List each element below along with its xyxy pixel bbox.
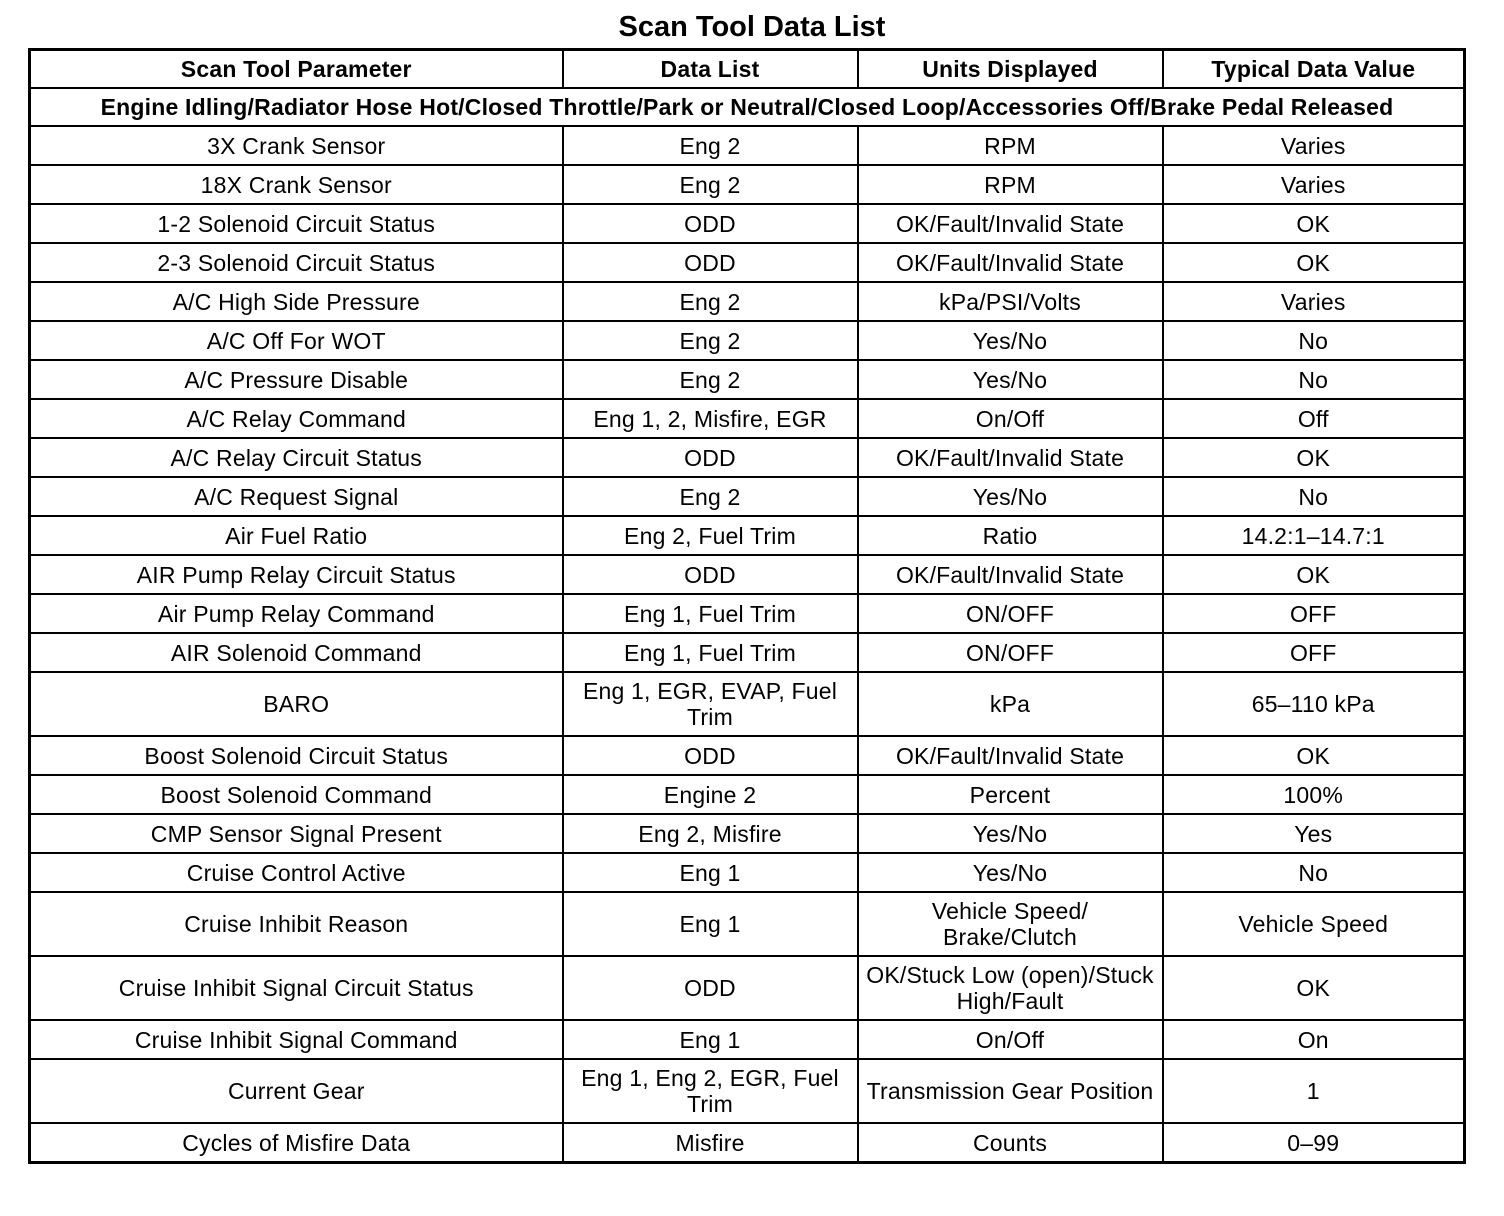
table-row: [30, 165, 1465, 204]
table-row: [30, 892, 1465, 956]
cell-parameter: Cruise Inhibit Reason: [30, 892, 563, 956]
cell-units: Yes/No: [858, 360, 1163, 399]
table-row: [30, 775, 1465, 814]
cell-units: OK/Stuck Low (open)/Stuck High/Fault: [858, 956, 1163, 1020]
cell-parameter: A/C Off For WOT: [30, 321, 563, 360]
table-row: [30, 477, 1465, 516]
cell-typical-value: Vehicle Speed: [1163, 892, 1465, 956]
cell-parameter: Cycles of Misfire Data: [30, 1123, 563, 1163]
table-row: [30, 853, 1465, 892]
cell-data-list: Eng 1: [563, 1020, 858, 1059]
cell-data-list: ODD: [563, 555, 858, 594]
cell-parameter: Current Gear: [30, 1059, 563, 1123]
cell-units: Yes/No: [858, 321, 1163, 360]
scan-tool-data-table: [28, 48, 1466, 1164]
cell-parameter: 3X Crank Sensor: [30, 126, 563, 165]
cell-typical-value: No: [1163, 360, 1465, 399]
header-parameter: Scan Tool Parameter: [30, 50, 563, 89]
cell-data-list: Eng 1, EGR, EVAP, Fuel Trim: [563, 672, 858, 736]
cell-typical-value: OFF: [1163, 594, 1465, 633]
table-row: [30, 243, 1465, 282]
table-row: [30, 126, 1465, 165]
cell-parameter: 1-2 Solenoid Circuit Status: [30, 204, 563, 243]
cell-parameter: Air Fuel Ratio: [30, 516, 563, 555]
cell-data-list: Eng 2, Misfire: [563, 814, 858, 853]
cell-data-list: Eng 2: [563, 126, 858, 165]
cell-typical-value: Varies: [1163, 282, 1465, 321]
cell-data-list: Eng 1: [563, 892, 858, 956]
cell-data-list: Eng 2: [563, 360, 858, 399]
table-row: [30, 555, 1465, 594]
cell-parameter: BARO: [30, 672, 563, 736]
cell-typical-value: OK: [1163, 736, 1465, 775]
cell-units: On/Off: [858, 399, 1163, 438]
cell-parameter: A/C Request Signal: [30, 477, 563, 516]
cell-typical-value: Varies: [1163, 165, 1465, 204]
cell-units: Vehicle Speed/ Brake/Clutch: [858, 892, 1163, 956]
cell-typical-value: 100%: [1163, 775, 1465, 814]
cell-units: RPM: [858, 126, 1163, 165]
cell-typical-value: 0–99: [1163, 1123, 1465, 1163]
cell-typical-value: Off: [1163, 399, 1465, 438]
cell-parameter: CMP Sensor Signal Present: [30, 814, 563, 853]
cell-parameter: A/C Relay Circuit Status: [30, 438, 563, 477]
cell-typical-value: On: [1163, 1020, 1465, 1059]
cell-units: Percent: [858, 775, 1163, 814]
cell-parameter: Boost Solenoid Circuit Status: [30, 736, 563, 775]
page-title: Scan Tool Data List: [618, 11, 886, 43]
cell-parameter: 2-3 Solenoid Circuit Status: [30, 243, 563, 282]
cell-typical-value: No: [1163, 477, 1465, 516]
condition-row: [30, 88, 1465, 126]
cell-typical-value: 65–110 kPa: [1163, 672, 1465, 736]
table-row: [30, 321, 1465, 360]
cell-typical-value: No: [1163, 321, 1465, 360]
cell-parameter: Cruise Inhibit Signal Command: [30, 1020, 563, 1059]
cell-units: kPa: [858, 672, 1163, 736]
cell-data-list: Eng 1, Eng 2, EGR, Fuel Trim: [563, 1059, 858, 1123]
header-typical-value: Typical Data Value: [1163, 50, 1465, 89]
table-row: [30, 282, 1465, 321]
cell-units: Ratio: [858, 516, 1163, 555]
table-row: [30, 516, 1465, 555]
cell-data-list: Eng 1: [563, 853, 858, 892]
cell-units: OK/Fault/Invalid State: [858, 243, 1163, 282]
cell-parameter: A/C Pressure Disable: [30, 360, 563, 399]
table-row: [30, 956, 1465, 1020]
table-row: [30, 1020, 1465, 1059]
header-row: [30, 50, 1465, 89]
cell-typical-value: No: [1163, 853, 1465, 892]
cell-data-list: ODD: [563, 438, 858, 477]
table-row: [30, 438, 1465, 477]
cell-data-list: ODD: [563, 956, 858, 1020]
cell-data-list: Engine 2: [563, 775, 858, 814]
cell-units: ON/OFF: [858, 594, 1163, 633]
header-data-list: Data List: [563, 50, 858, 89]
test-condition: Engine Idling/Radiator Hose Hot/Closed Throttle/Park or Neutral/Closed Loop/Accessories Off/Brake Pedal Released: [30, 88, 1465, 126]
cell-typical-value: OK: [1163, 555, 1465, 594]
cell-data-list: Eng 2: [563, 165, 858, 204]
cell-data-list: Eng 2: [563, 282, 858, 321]
cell-units: Transmission Gear Position: [858, 1059, 1163, 1123]
cell-units: OK/Fault/Invalid State: [858, 438, 1163, 477]
cell-typical-value: OK: [1163, 243, 1465, 282]
cell-typical-value: OK: [1163, 438, 1465, 477]
table-row: [30, 736, 1465, 775]
cell-typical-value: OK: [1163, 956, 1465, 1020]
table-row: [30, 594, 1465, 633]
cell-data-list: ODD: [563, 243, 858, 282]
cell-typical-value: 14.2:1–14.7:1: [1163, 516, 1465, 555]
cell-units: OK/Fault/Invalid State: [858, 204, 1163, 243]
cell-units: ON/OFF: [858, 633, 1163, 672]
header-units: Units Displayed: [858, 50, 1163, 89]
table-row: [30, 1123, 1465, 1163]
cell-typical-value: Yes: [1163, 814, 1465, 853]
table-row: [30, 814, 1465, 853]
cell-units: Counts: [858, 1123, 1163, 1163]
table-row: [30, 399, 1465, 438]
cell-typical-value: 1: [1163, 1059, 1465, 1123]
table-row: [30, 1059, 1465, 1123]
cell-units: On/Off: [858, 1020, 1163, 1059]
table-row: [30, 204, 1465, 243]
cell-data-list: Misfire: [563, 1123, 858, 1163]
cell-typical-value: OK: [1163, 204, 1465, 243]
cell-data-list: ODD: [563, 736, 858, 775]
cell-parameter: AIR Pump Relay Circuit Status: [30, 555, 563, 594]
cell-units: kPa/PSI/Volts: [858, 282, 1163, 321]
cell-parameter: A/C High Side Pressure: [30, 282, 563, 321]
cell-units: Yes/No: [858, 814, 1163, 853]
cell-units: OK/Fault/Invalid State: [858, 555, 1163, 594]
cell-data-list: Eng 1, Fuel Trim: [563, 594, 858, 633]
cell-typical-value: OFF: [1163, 633, 1465, 672]
cell-data-list: Eng 1, Fuel Trim: [563, 633, 858, 672]
cell-data-list: Eng 2: [563, 321, 858, 360]
cell-parameter: A/C Relay Command: [30, 399, 563, 438]
table-row: [30, 633, 1465, 672]
cell-units: Yes/No: [858, 853, 1163, 892]
cell-parameter: Boost Solenoid Command: [30, 775, 563, 814]
cell-parameter: 18X Crank Sensor: [30, 165, 563, 204]
cell-units: RPM: [858, 165, 1163, 204]
cell-units: Yes/No: [858, 477, 1163, 516]
cell-units: OK/Fault/Invalid State: [858, 736, 1163, 775]
table-row: [30, 360, 1465, 399]
cell-parameter: AIR Solenoid Command: [30, 633, 563, 672]
cell-data-list: Eng 2: [563, 477, 858, 516]
cell-parameter: Cruise Control Active: [30, 853, 563, 892]
cell-parameter: Air Pump Relay Command: [30, 594, 563, 633]
cell-data-list: Eng 1, 2, Misfire, EGR: [563, 399, 858, 438]
cell-typical-value: Varies: [1163, 126, 1465, 165]
cell-data-list: Eng 2, Fuel Trim: [563, 516, 858, 555]
cell-parameter: Cruise Inhibit Signal Circuit Status: [30, 956, 563, 1020]
cell-data-list: ODD: [563, 204, 858, 243]
table-row: [30, 672, 1465, 736]
